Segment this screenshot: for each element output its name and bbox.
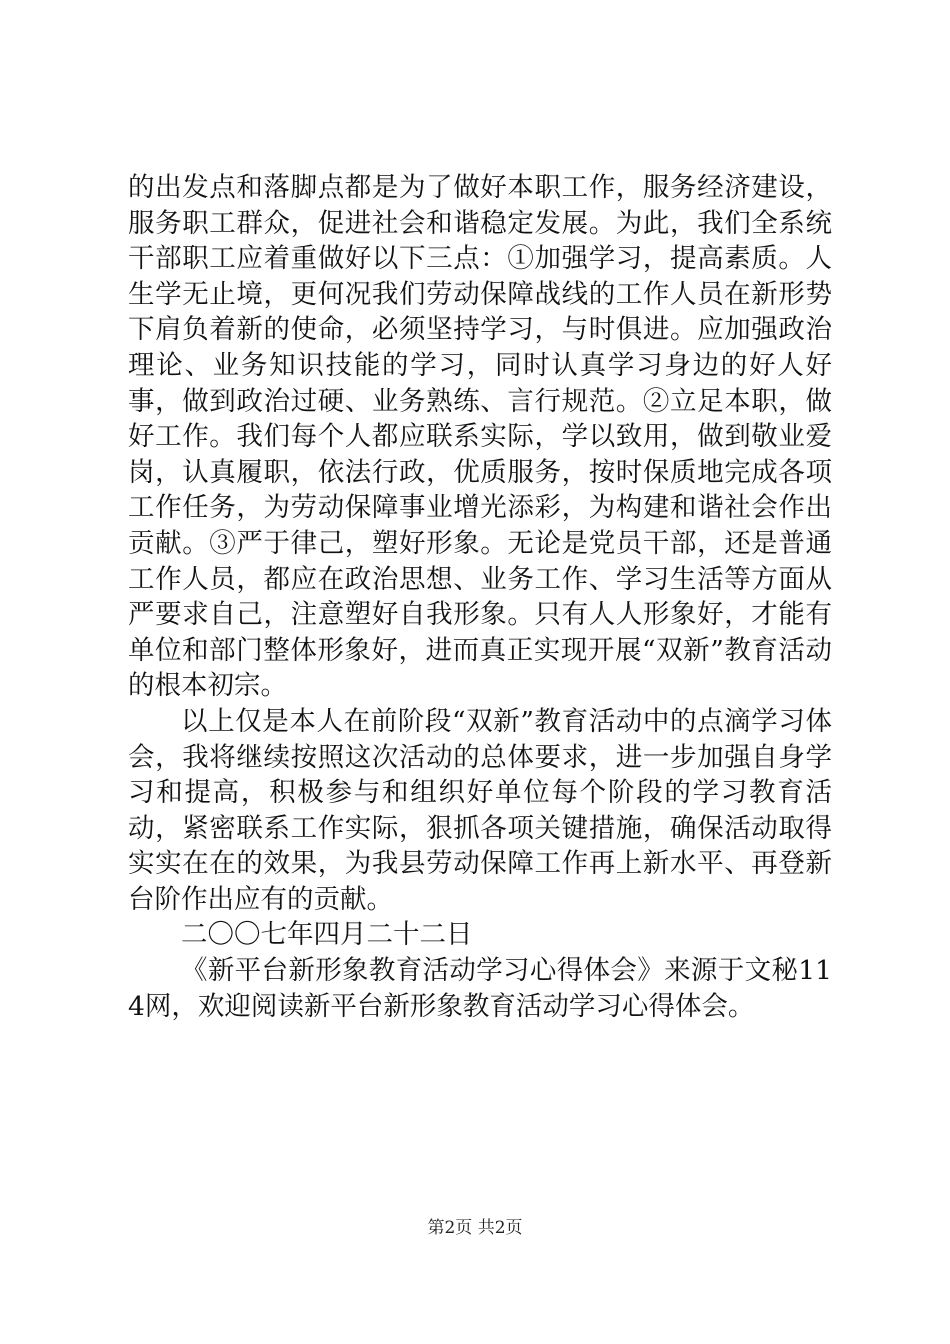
body-paragraph-conclusion: 以上仅是本人在前阶段“双新”教育活动中的点滴学习体会，我将继续按照这次活动的总体要求，进一步加强自身学习和提高，积极参与和组织好单位每个阶段的学习教育活动，紧密联系工作实际，狠抓各项关键措施，确保活动取得实实在在的效果，为我县劳动保障工作再上新水平、再登新台阶作出应有的贡献。 [128,705,832,915]
date-line: 二〇〇七年四月二十二日 [181,919,473,951]
page-number-footer: 第2页 共2页 [427,1218,523,1238]
source-note: 《新平台新形象教育活动学习心得体会》来源于文秘114网，欢迎阅读新平台新形象教育活动学习心得体会。 [128,955,832,1022]
document-body [128,170,832,1024]
body-paragraph-continuation: 的出发点和落脚点都是为了做好本职工作，服务经济建设，服务职工群众，促进社会和谐稳定发展。为此，我们全系统干部职工应着重做好以下三点：①加强学习，提高素质。人生学无止境，更何况我们劳动保障战线的工作人员在新形势下肩负着新的使命，必须坚持学习，与时俱进。应加强政治理论、业务知识技能的学习，同时认真学习身边的好人好事，做到政治过硬、业务熟练、言行规范。②立足本职，做好工作。我们每个人都应联系实际，学以致用，做到敬业爱岗，认真履职，依法行政，优质服务，按时保质地完成各项工作任务，为劳动保障事业增光添彩，为构建和谐社会作出贡献。③严于律己，塑好形象。无论是党员干部，还是普通工作人员，都应在政治思想、业务工作、学习生活等方面从严要求自己，注意塑好自我形象。只有人人形象好，才能有单位和部门整体形象好，进而真正实现开展“双新”教育活动的根本初宗。 [128,172,832,702]
